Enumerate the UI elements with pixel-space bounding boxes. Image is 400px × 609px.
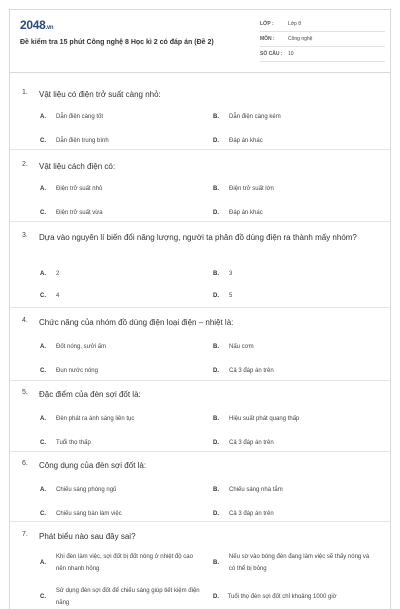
option-text: Dẫn điện càng kém	[229, 114, 281, 120]
option-text: Cả 3 đáp án trên	[229, 440, 274, 446]
option-c[interactable]	[40, 207, 200, 219]
option-letter: D.	[213, 511, 219, 517]
option-letter: C.	[40, 368, 46, 374]
option-letter: D.	[213, 594, 219, 600]
option-letter: A.	[40, 560, 46, 566]
option-a[interactable]	[40, 111, 200, 123]
option-letter: B.	[213, 344, 219, 350]
option-b[interactable]	[213, 341, 373, 353]
option-d[interactable]	[213, 135, 373, 147]
option-letter: A.	[40, 186, 46, 192]
option-c[interactable]	[40, 437, 200, 449]
question-divider	[10, 521, 390, 522]
option-letter: D.	[213, 440, 219, 446]
option-letter: A.	[40, 114, 46, 120]
question-number: 7.	[22, 531, 28, 538]
option-letter: A.	[40, 416, 46, 422]
question-number: 1.	[22, 89, 28, 96]
option-letter: B.	[213, 114, 219, 120]
option-letter: C.	[40, 210, 46, 216]
option-text: Khi đèn làm việc, sợi đốt bị đốt nóng ở nhiệt độ cao nên nhanh hỏng	[56, 554, 193, 572]
question-number: 6.	[22, 460, 28, 467]
option-letter: B.	[213, 487, 219, 493]
option-d[interactable]	[213, 508, 373, 520]
question-number: 5.	[22, 389, 28, 396]
question-text: Vật liệu cách điện có:	[39, 162, 116, 171]
option-letter: B.	[213, 416, 219, 422]
question-number: 4.	[22, 317, 28, 324]
option-d[interactable]	[213, 365, 373, 377]
option-c[interactable]	[40, 585, 200, 609]
option-a[interactable]	[40, 268, 200, 280]
option-text: Tuổi thọ thấp	[56, 440, 91, 446]
option-text: Đun nước nóng	[56, 368, 98, 374]
question-number: 2.	[22, 161, 28, 168]
option-text: Đáp án khác	[229, 210, 263, 216]
option-text: 3	[229, 271, 233, 277]
question-divider	[10, 380, 390, 381]
question-text: Chức năng của nhóm đồ dùng điện loại điện – nhiệt là:	[39, 318, 234, 327]
meta-value: 10	[288, 51, 294, 57]
option-c[interactable]	[40, 365, 200, 377]
option-b[interactable]	[213, 484, 373, 496]
option-d[interactable]	[213, 585, 373, 609]
option-a[interactable]	[40, 183, 200, 195]
question-text: Phát biểu nào sau đây sai?	[39, 532, 136, 541]
question-text: Vật liệu có điện trở suất càng nhỏ:	[39, 90, 161, 99]
logo-suffix: .vn	[45, 25, 54, 31]
option-letter: B.	[213, 560, 219, 566]
meta-value: Công nghệ	[288, 36, 313, 42]
option-d[interactable]	[213, 207, 373, 219]
option-text: 5	[229, 293, 233, 299]
option-letter: D.	[213, 210, 219, 216]
option-letter: A.	[40, 271, 46, 277]
meta-label: LỚP :	[260, 21, 274, 27]
option-letter: B.	[213, 186, 219, 192]
option-text: Đèn phát ra ánh sáng liên tục	[56, 416, 135, 422]
question-divider	[10, 451, 390, 452]
option-d[interactable]	[213, 437, 373, 449]
option-text: Tuổi thọ đèn sợi đốt chỉ khoảng 1000 giờ	[227, 594, 337, 600]
logo-main: 2048	[20, 18, 46, 32]
question-divider	[10, 307, 390, 308]
option-a[interactable]	[40, 413, 200, 425]
option-letter: A.	[40, 344, 46, 350]
option-text: Điện trở suất nhỏ	[56, 186, 103, 192]
option-text: Nấu cơm	[229, 344, 254, 350]
option-letter: D.	[213, 368, 219, 374]
question-divider	[10, 221, 390, 222]
option-d[interactable]	[213, 290, 373, 302]
question-divider	[10, 149, 390, 150]
option-b[interactable]	[213, 111, 373, 123]
option-text: Cả 3 đáp án trên	[229, 511, 274, 517]
exam-sheet	[9, 9, 391, 609]
option-letter: C.	[40, 138, 46, 144]
option-b[interactable]	[213, 551, 373, 575]
site-logo[interactable]	[20, 18, 53, 32]
meta-row-class	[260, 17, 385, 32]
option-text: Chiếu sáng nhà tắm	[229, 487, 283, 493]
exam-title: Đề kiểm tra 15 phút Công nghệ 8 Học kì 2 có đáp án (Đề 2)	[20, 39, 214, 46]
exam-meta	[260, 17, 385, 62]
option-text: Chiếu sáng phòng ngủ	[56, 487, 117, 493]
option-letter: D.	[213, 293, 219, 299]
option-b[interactable]	[213, 268, 373, 280]
question-text: Công dụng của đèn sợi đốt là:	[39, 461, 147, 470]
meta-value: Lớp 8	[288, 21, 302, 27]
option-text: Sử dụng đèn sợi đốt để chiếu sáng giúp tiết kiệm điện năng	[55, 588, 200, 606]
option-text: 2	[56, 271, 60, 277]
option-text: Chiếu sáng bàn làm việc	[56, 511, 122, 517]
meta-row-subject	[260, 32, 385, 47]
option-b[interactable]	[213, 413, 373, 425]
option-letter: C.	[40, 440, 46, 446]
option-text: Đốt nóng, sưởi ấm	[56, 344, 106, 350]
option-a[interactable]	[40, 551, 200, 575]
option-text: Điện trở suất lớn	[229, 186, 274, 192]
option-text: Điện trở suất vừa	[56, 210, 103, 216]
option-letter: C.	[40, 511, 46, 517]
meta-label: SỐ CÂU :	[260, 51, 283, 57]
meta-label: MÔN :	[260, 36, 275, 42]
option-letter: C.	[40, 594, 46, 600]
header-divider	[10, 72, 390, 73]
option-text: Đáp án khác	[229, 138, 263, 144]
option-text: Dẫn điện trung bình	[56, 138, 109, 144]
question-number: 3.	[22, 232, 28, 239]
option-letter: C.	[40, 293, 46, 299]
option-a[interactable]	[40, 341, 200, 353]
option-text: Hiệu suất phát quang thấp	[229, 416, 300, 422]
option-letter: B.	[213, 271, 219, 277]
option-text: 4	[56, 293, 60, 299]
meta-row-count	[260, 47, 385, 62]
option-c[interactable]	[40, 290, 200, 302]
option-text: Dẫn điện càng tốt	[56, 114, 104, 120]
option-b[interactable]	[213, 183, 373, 195]
question-text: Đặc điểm của đèn sợi đốt là:	[39, 390, 141, 399]
exam-header	[10, 10, 390, 70]
option-a[interactable]	[40, 484, 200, 496]
option-text: Nếu sờ vào bóng đèn đang làm việc sẽ thấy nóng và có thể bị bỏng	[228, 554, 370, 572]
option-letter: A.	[40, 487, 46, 493]
question-text: Dựa vào nguyên lí biến đổi năng lượng, người ta phân đồ dùng điện ra thành mấy nhóm?	[39, 233, 357, 242]
option-c[interactable]	[40, 508, 200, 520]
option-letter: D.	[213, 138, 219, 144]
option-c[interactable]	[40, 135, 200, 147]
option-text: Cả 3 đáp án trên	[229, 368, 274, 374]
